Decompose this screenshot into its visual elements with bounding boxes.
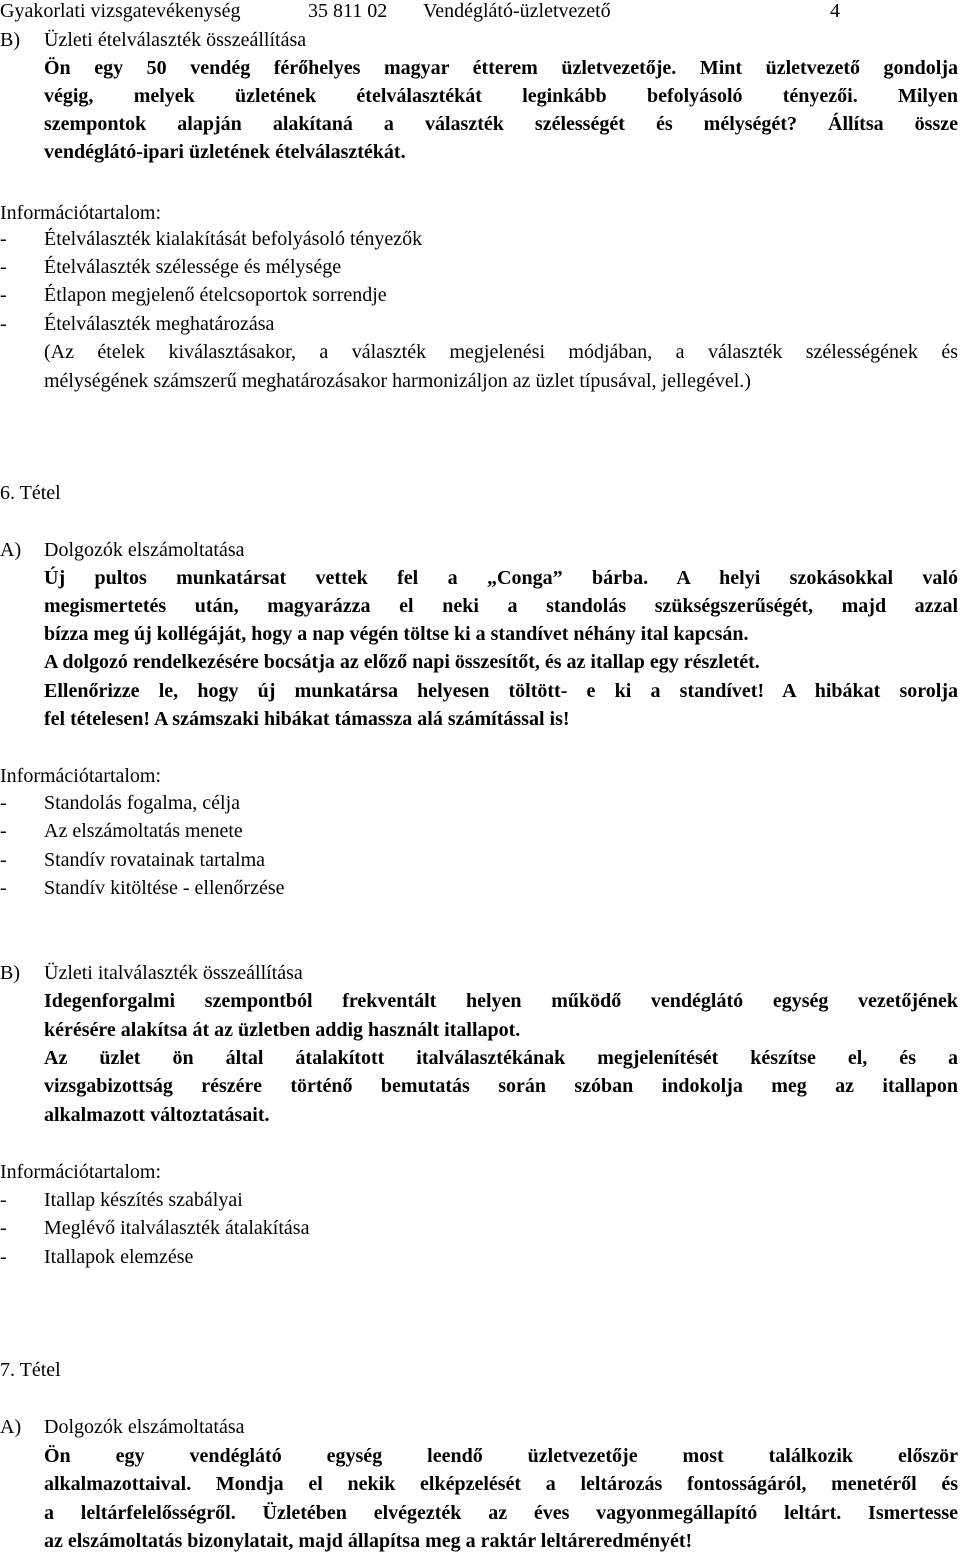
list-item-text: Itallapok elemzése xyxy=(44,1246,194,1268)
list-item xyxy=(0,874,284,902)
list-item-text: Ételválaszték kialakítását befolyásoló tényezők xyxy=(44,228,423,250)
list-item xyxy=(0,310,274,338)
option-label: B) xyxy=(0,29,20,51)
item-heading: 6. Tétel xyxy=(0,482,61,504)
info-label: Információtartalom: xyxy=(0,765,162,787)
info-label: Információtartalom: xyxy=(0,202,162,224)
list-item-text: Standív rovatainak tartalma xyxy=(44,849,266,871)
task-line: végig, melyek üzletének ételválasztékát leginkább befolyásoló tényezői. Milyen xyxy=(44,85,958,107)
list-dash: - xyxy=(0,1217,7,1239)
list-dash: - xyxy=(0,1246,7,1268)
header-title: Vendéglátó-üzletvezető xyxy=(423,0,611,22)
task-line: Ön egy 50 vendég férőhelyes magyar étterem üzletvezetője. Mint üzletvezető gondolja xyxy=(44,57,958,79)
list-item xyxy=(0,1243,193,1271)
section-a-heading xyxy=(0,1413,245,1441)
list-item xyxy=(0,253,341,281)
list-item-text: Ételválaszték meghatározása xyxy=(44,313,275,335)
page-header xyxy=(0,0,960,25)
info-label: Információtartalom: xyxy=(0,1161,162,1183)
list-item xyxy=(0,1214,309,1242)
item-heading: 7. Tétel xyxy=(0,1359,61,1381)
list-item-text: Étlapon megjelenő ételcsoportok sorrendje xyxy=(44,284,387,306)
section-b-heading xyxy=(0,26,306,54)
list-item-text: Standív kitöltése - ellenőrzése xyxy=(44,877,285,899)
list-dash: - xyxy=(0,792,7,814)
section-title: Üzleti italválaszték összeállítása xyxy=(44,962,303,984)
list-dash: - xyxy=(0,1189,7,1211)
section-title: Üzleti ételválaszték összeállítása xyxy=(44,29,307,51)
list-dash: - xyxy=(0,820,7,842)
task-line: a leltárfelelősségről. Üzletében elvégezték az éves vagyonmegállapító leltárt. Ismertesse xyxy=(44,1502,958,1524)
task-line: szempontok alapján alakítaná a választék szélességét és mélységét? Állítsa össze xyxy=(44,113,958,135)
list-item-text: Ételválaszték szélessége és mélysége xyxy=(44,256,342,278)
list-item-text: Itallap készítés szabályai xyxy=(44,1189,243,1211)
task-line: kérésére alakítsa át az üzletben addig használt itallapot. xyxy=(44,1019,521,1041)
task-line: megismertetés után, magyarázza el neki a standolás szükségszerűségét, majd azzal xyxy=(44,595,958,617)
note-line: mélységének számszerű meghatározásakor harmonizáljon az üzlet típusával, jellegével.) xyxy=(44,370,751,392)
task-line: bízza meg új kollégáját, hogy a nap végén töltse ki a standívet néhány ital kapcsán. xyxy=(44,623,749,645)
task-line: alkalmazott változtatásait. xyxy=(44,1104,270,1126)
header-exam-type: Gyakorlati vizsgatevékenység xyxy=(0,0,241,22)
list-dash: - xyxy=(0,256,7,278)
section-b-heading xyxy=(0,959,303,987)
task-line: az elszámoltatás bizonylatait, majd állapítsa meg a raktár leltáreredményét! xyxy=(44,1530,693,1552)
list-item-text: Standolás fogalma, célja xyxy=(44,792,241,814)
option-label: A) xyxy=(0,1416,22,1438)
list-item xyxy=(0,846,265,874)
task-line: Ön egy vendéglátó egység leendő üzletvezetője most találkozik először xyxy=(44,1445,958,1467)
task-line: Az üzlet ön által átalakított italválasztékának megjelenítését készítse el, és a xyxy=(44,1047,958,1069)
list-item xyxy=(0,1186,243,1214)
header-page-number: 4 xyxy=(830,0,840,22)
list-item xyxy=(0,225,422,253)
list-item-text: Meglévő italválaszték átalakítása xyxy=(44,1217,310,1239)
option-label: A) xyxy=(0,539,22,561)
list-dash: - xyxy=(0,849,7,871)
note-line: (Az ételek kiválasztásakor, a választék megjelenési módjában, a választék szélességének és xyxy=(44,341,958,363)
task-line: vizsgabizottság részére történő bemutatás során szóban indokolja meg az itallapon xyxy=(44,1075,958,1097)
list-item xyxy=(0,281,387,309)
section-a-heading xyxy=(0,536,245,564)
list-item-text: Az elszámoltatás menete xyxy=(44,820,243,842)
task-line: vendéglátó-ipari üzletének ételválasztékát. xyxy=(44,141,406,163)
list-dash: - xyxy=(0,877,7,899)
task-line: fel tételesen! A számszaki hibákat támassza alá számítással is! xyxy=(44,708,570,730)
task-line: A dolgozó rendelkezésére bocsátja az előző napi összesítőt, és az itallap egy részletét. xyxy=(44,651,760,673)
list-item xyxy=(0,817,243,845)
list-dash: - xyxy=(0,228,7,250)
task-line: Ellenőrizze le, hogy új munkatársa helyesen töltött- e ki a standívet! A hibákat sorolja xyxy=(44,680,958,702)
section-title: Dolgozók elszámoltatása xyxy=(44,1416,245,1438)
list-dash: - xyxy=(0,284,7,306)
task-line: Idegenforgalmi szempontból frekventált helyen működő vendéglátó egység vezetőjének xyxy=(44,990,958,1012)
task-line: Új pultos munkatársat vettek fel a „Conga” bárba. A helyi szokásokkal való xyxy=(44,567,958,589)
section-title: Dolgozók elszámoltatása xyxy=(44,539,245,561)
list-item xyxy=(0,789,240,817)
header-code: 35 811 02 xyxy=(308,0,388,22)
list-dash: - xyxy=(0,313,7,335)
option-label: B) xyxy=(0,962,20,984)
task-line: alkalmazottaival. Mondja el nekik elképzelését a leltározás fontosságáról, menetéről és xyxy=(44,1473,958,1495)
